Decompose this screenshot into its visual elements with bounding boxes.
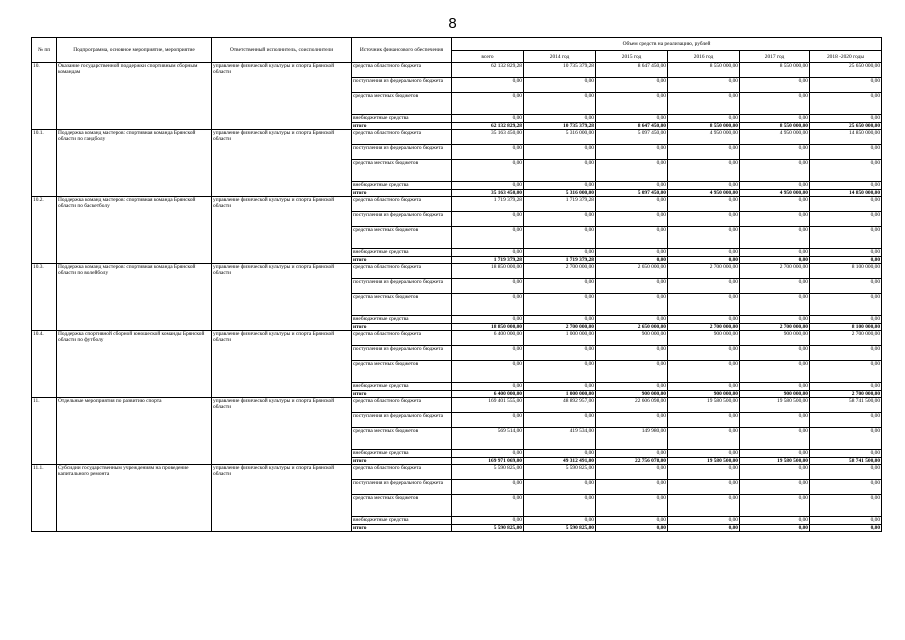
- amount-cell: 0,00: [740, 450, 810, 458]
- amount-cell: 0,00: [668, 383, 740, 391]
- amount-cell: 0,00: [810, 78, 882, 93]
- amount-cell: 2 700 000,00: [810, 331, 882, 346]
- funding-source: средства местных бюджетов: [352, 227, 452, 249]
- amount-cell: 0,00: [524, 316, 596, 324]
- amount-cell: 25 650 000,00: [810, 63, 882, 78]
- amount-cell: 0,00: [524, 279, 596, 294]
- amount-cell: 419 534,00: [524, 428, 596, 450]
- amount-cell: 0,00: [524, 480, 596, 495]
- amount-cell: 0,00: [668, 316, 740, 324]
- amount-cell: 0,00: [452, 212, 524, 227]
- amount-cell: 58 741 500,00: [810, 398, 882, 413]
- amount-cell: 0,00: [596, 257, 668, 264]
- amount-cell: 0,00: [740, 160, 810, 182]
- amount-cell: 0,00: [596, 495, 668, 517]
- amount-cell: 0,00: [740, 212, 810, 227]
- funding-table: [31, 37, 882, 532]
- amount-cell: 0,00: [596, 480, 668, 495]
- amount-cell: 0,00: [452, 383, 524, 391]
- funding-source: внебюджетные средства: [352, 450, 452, 458]
- amount-cell: 0,00: [596, 212, 668, 227]
- amount-cell: 169 401 555,00: [452, 398, 524, 413]
- amount-cell: 10 735 379,28: [524, 123, 596, 130]
- amount-cell: 0,00: [524, 346, 596, 361]
- amount-cell: 0,00: [596, 361, 668, 383]
- amount-cell: 0,00: [596, 525, 668, 532]
- amount-cell: 0,00: [668, 525, 740, 532]
- entry-number: 10.1.: [32, 130, 57, 197]
- funding-source: внебюджетные средства: [352, 249, 452, 257]
- amount-cell: 18 850 000,00: [452, 264, 524, 279]
- amount-cell: 0,00: [668, 450, 740, 458]
- entry-executor: управление физической культуры и спорта Брянской области: [212, 197, 352, 264]
- amount-cell: 0,00: [740, 197, 810, 212]
- amount-cell: 0,00: [524, 93, 596, 115]
- amount-cell: 0,00: [524, 78, 596, 93]
- amount-cell: 1 719 379,28: [452, 257, 524, 264]
- amount-cell: 5 097 450,00: [596, 130, 668, 145]
- amount-cell: 0,00: [740, 361, 810, 383]
- amount-cell: 0,00: [740, 465, 810, 480]
- amount-cell: 0,00: [810, 197, 882, 212]
- funding-source: итого: [352, 458, 452, 465]
- amount-cell: 35 163 450,00: [452, 130, 524, 145]
- amount-cell: 0,00: [740, 517, 810, 525]
- header-program: Подпрограмма, основное мероприятие, мероприятие: [57, 38, 212, 63]
- funding-source: внебюджетные средства: [352, 316, 452, 324]
- amount-cell: 0,00: [524, 517, 596, 525]
- entry-executor: управление физической культуры и спорта Брянской области: [212, 398, 352, 465]
- amount-cell: 0,00: [810, 160, 882, 182]
- amount-cell: 25 650 000,00: [810, 123, 882, 130]
- amount-cell: 0,00: [524, 160, 596, 182]
- entry-executor: управление физической культуры и спорта Брянской области: [212, 264, 352, 331]
- amount-cell: 0,00: [810, 465, 882, 480]
- amount-cell: 0,00: [810, 383, 882, 391]
- amount-cell: 48 892 957,00: [524, 398, 596, 413]
- amount-cell: 900 000,00: [740, 331, 810, 346]
- entry-name: Поддержка спортивной сборной юношеской команды Брянской области по футболу: [57, 331, 212, 398]
- entry-name: Поддержка команд мастеров: спортивная команда Брянской области по волейболу: [57, 264, 212, 331]
- amount-cell: 0,00: [740, 279, 810, 294]
- amount-cell: 0,00: [524, 383, 596, 391]
- amount-cell: 5 590 825,00: [452, 525, 524, 532]
- funding-source: итого: [352, 190, 452, 197]
- amount-cell: 5 590 825,00: [452, 465, 524, 480]
- amount-cell: 0,00: [596, 279, 668, 294]
- amount-cell: 0,00: [524, 115, 596, 123]
- amount-cell: 0,00: [668, 115, 740, 123]
- amount-cell: 0,00: [452, 182, 524, 190]
- amount-cell: 0,00: [452, 78, 524, 93]
- entry-executor: управление физической культуры и спорта Брянской области: [212, 331, 352, 398]
- entry-number: 10.4.: [32, 331, 57, 398]
- amount-cell: 10 735 379,28: [524, 63, 596, 78]
- amount-cell: 0,00: [740, 249, 810, 257]
- amount-cell: 0,00: [452, 160, 524, 182]
- amount-cell: 0,00: [596, 78, 668, 93]
- amount-cell: 169 971 069,00: [452, 458, 524, 465]
- amount-cell: 0,00: [668, 361, 740, 383]
- amount-cell: 0,00: [740, 495, 810, 517]
- entry-number: 10.2.: [32, 197, 57, 264]
- amount-cell: 0,00: [740, 346, 810, 361]
- amount-cell: 5 316 000,00: [524, 130, 596, 145]
- amount-cell: 0,00: [668, 145, 740, 160]
- table-row: [32, 264, 882, 279]
- funding-source: средства областного бюджета: [352, 465, 452, 480]
- amount-cell: 0,00: [740, 145, 810, 160]
- funding-source: средства местных бюджетов: [352, 428, 452, 450]
- funding-source: средства областного бюджета: [352, 63, 452, 78]
- amount-cell: 0,00: [596, 160, 668, 182]
- amount-cell: 0,00: [810, 145, 882, 160]
- amount-cell: 0,00: [452, 294, 524, 316]
- amount-cell: 0,00: [668, 212, 740, 227]
- amount-cell: 0,00: [668, 160, 740, 182]
- amount-cell: 6 400 000,00: [452, 391, 524, 398]
- amount-cell: 18 850 000,00: [452, 324, 524, 331]
- amount-cell: 0,00: [452, 413, 524, 428]
- entry-name: Оказание государственной поддержки спортивным сборным командам: [57, 63, 212, 130]
- amount-cell: 49 312 491,00: [524, 458, 596, 465]
- amount-cell: 1 000 000,00: [524, 391, 596, 398]
- amount-cell: 0,00: [740, 115, 810, 123]
- amount-cell: 0,00: [740, 383, 810, 391]
- amount-cell: 0,00: [524, 450, 596, 458]
- amount-cell: 2 650 000,00: [596, 264, 668, 279]
- amount-cell: 0,00: [668, 257, 740, 264]
- amount-cell: 2 700 000,00: [740, 264, 810, 279]
- amount-cell: 5 590 825,00: [524, 525, 596, 532]
- funding-source: внебюджетные средства: [352, 182, 452, 190]
- amount-cell: 19 580 500,00: [668, 458, 740, 465]
- amount-cell: 900 000,00: [740, 391, 810, 398]
- amount-cell: 0,00: [596, 145, 668, 160]
- amount-cell: 0,00: [740, 257, 810, 264]
- amount-cell: 0,00: [740, 428, 810, 450]
- amount-cell: 8 550 000,00: [668, 63, 740, 78]
- amount-cell: 0,00: [524, 182, 596, 190]
- amount-cell: 1 719 379,28: [524, 257, 596, 264]
- amount-cell: 0,00: [740, 93, 810, 115]
- amount-cell: 0,00: [596, 316, 668, 324]
- amount-cell: 0,00: [524, 413, 596, 428]
- amount-cell: 35 163 450,00: [452, 190, 524, 197]
- header-volume: Объем средств на реализацию, рублей: [452, 38, 882, 51]
- amount-cell: 2 700 000,00: [524, 264, 596, 279]
- amount-cell: 0,00: [596, 383, 668, 391]
- amount-cell: 0,00: [810, 361, 882, 383]
- funding-source: средства местных бюджетов: [352, 361, 452, 383]
- entry-number: 10.: [32, 63, 57, 130]
- amount-cell: 1 000 000,00: [524, 331, 596, 346]
- amount-cell: 0,00: [452, 249, 524, 257]
- entry-name: Поддержка команд мастеров: спортивная команда Брянской области по баскетболу: [57, 197, 212, 264]
- amount-cell: 6 400 000,00: [452, 331, 524, 346]
- amount-cell: 0,00: [810, 279, 882, 294]
- amount-cell: 0,00: [810, 212, 882, 227]
- amount-cell: 0,00: [524, 227, 596, 249]
- amount-cell: 0,00: [596, 227, 668, 249]
- amount-cell: 4 950 000,00: [668, 190, 740, 197]
- amount-cell: 0,00: [668, 294, 740, 316]
- table-row: [32, 331, 882, 346]
- amount-cell: 19 580 500,00: [740, 458, 810, 465]
- funding-source: итого: [352, 391, 452, 398]
- amount-cell: 0,00: [810, 480, 882, 495]
- amount-cell: 0,00: [810, 517, 882, 525]
- amount-cell: 8 647 450,00: [596, 63, 668, 78]
- amount-cell: 1 719 379,28: [452, 197, 524, 212]
- amount-cell: 900 000,00: [668, 391, 740, 398]
- amount-cell: 149 980,00: [596, 428, 668, 450]
- page-number: 8: [448, 15, 457, 32]
- entry-name: Субсидии государственным учреждениям на проведение капитального ремонта: [57, 465, 212, 532]
- amount-cell: 8 647 450,00: [596, 123, 668, 130]
- amount-cell: 14 850 000,00: [810, 130, 882, 145]
- entry-number: 10.3.: [32, 264, 57, 331]
- amount-cell: 0,00: [810, 249, 882, 257]
- amount-cell: 0,00: [740, 294, 810, 316]
- table-row: [32, 63, 882, 78]
- amount-cell: 5 590 825,00: [524, 465, 596, 480]
- amount-cell: 2 700 000,00: [524, 324, 596, 331]
- amount-cell: 8 550 000,00: [740, 123, 810, 130]
- amount-cell: 0,00: [668, 182, 740, 190]
- amount-cell: 0,00: [810, 413, 882, 428]
- amount-cell: 0,00: [668, 480, 740, 495]
- funding-source: поступления из федерального бюджета: [352, 413, 452, 428]
- funding-source: средства областного бюджета: [352, 398, 452, 413]
- amount-cell: 62 132 829,28: [452, 123, 524, 130]
- funding-source: итого: [352, 324, 452, 331]
- amount-cell: 0,00: [452, 227, 524, 249]
- amount-cell: 0,00: [668, 227, 740, 249]
- amount-cell: 0,00: [740, 316, 810, 324]
- entry-number: 11.: [32, 398, 57, 465]
- amount-cell: 0,00: [596, 182, 668, 190]
- amount-cell: 8 550 000,00: [668, 123, 740, 130]
- amount-cell: 0,00: [668, 465, 740, 480]
- amount-cell: 0,00: [452, 361, 524, 383]
- amount-cell: 0,00: [452, 346, 524, 361]
- amount-cell: 0,00: [452, 145, 524, 160]
- amount-cell: 0,00: [596, 465, 668, 480]
- funding-source: средства областного бюджета: [352, 130, 452, 145]
- amount-cell: 0,00: [668, 517, 740, 525]
- amount-cell: 19 580 500,00: [740, 398, 810, 413]
- entry-name: Отдельные мероприятия по развитию спорта: [57, 398, 212, 465]
- funding-source: средства местных бюджетов: [352, 294, 452, 316]
- funding-source: итого: [352, 123, 452, 130]
- amount-cell: 0,00: [810, 257, 882, 264]
- amount-cell: 0,00: [740, 78, 810, 93]
- header-num: № пп: [32, 38, 57, 63]
- amount-cell: 4 950 000,00: [668, 130, 740, 145]
- amount-cell: 0,00: [810, 227, 882, 249]
- amount-cell: 0,00: [668, 249, 740, 257]
- funding-source: внебюджетные средства: [352, 115, 452, 123]
- funding-source: поступления из федерального бюджета: [352, 480, 452, 495]
- amount-cell: 0,00: [810, 525, 882, 532]
- amount-cell: 900 000,00: [596, 331, 668, 346]
- entry-executor: управление физической культуры и спорта Брянской области: [212, 63, 352, 130]
- amount-cell: 0,00: [668, 346, 740, 361]
- amount-cell: 0,00: [524, 145, 596, 160]
- amount-cell: 0,00: [452, 495, 524, 517]
- header-year-2016: 2016 год: [668, 51, 740, 63]
- funding-source: поступления из федерального бюджета: [352, 346, 452, 361]
- amount-cell: 0,00: [810, 182, 882, 190]
- amount-cell: 0,00: [810, 450, 882, 458]
- entry-executor: управление физической культуры и спорта Брянской области: [212, 465, 352, 532]
- funding-source: поступления из федерального бюджета: [352, 145, 452, 160]
- amount-cell: 0,00: [596, 450, 668, 458]
- amount-cell: 0,00: [668, 197, 740, 212]
- amount-cell: 4 950 000,00: [740, 130, 810, 145]
- amount-cell: 1 719 379,28: [524, 197, 596, 212]
- amount-cell: 0,00: [452, 93, 524, 115]
- amount-cell: 0,00: [668, 279, 740, 294]
- amount-cell: 0,00: [668, 428, 740, 450]
- amount-cell: 0,00: [740, 480, 810, 495]
- amount-cell: 0,00: [810, 346, 882, 361]
- header-source: Источник финансового обеспечения: [352, 38, 452, 63]
- amount-cell: 0,00: [524, 495, 596, 517]
- amount-cell: 0,00: [596, 294, 668, 316]
- amount-cell: 22 756 078,00: [596, 458, 668, 465]
- amount-cell: 0,00: [668, 413, 740, 428]
- table-row: [32, 398, 882, 413]
- amount-cell: 19 580 500,00: [668, 398, 740, 413]
- amount-cell: 62 132 829,28: [452, 63, 524, 78]
- header-year-2018-2020: 2018 -2020 годы: [810, 51, 882, 63]
- amount-cell: 0,00: [452, 480, 524, 495]
- amount-cell: 0,00: [740, 413, 810, 428]
- amount-cell: 58 741 500,00: [810, 458, 882, 465]
- amount-cell: 0,00: [524, 361, 596, 383]
- amount-cell: 0,00: [810, 495, 882, 517]
- amount-cell: 2 650 000,00: [596, 324, 668, 331]
- amount-cell: 0,00: [524, 249, 596, 257]
- amount-cell: 0,00: [596, 93, 668, 115]
- amount-cell: 0,00: [810, 428, 882, 450]
- amount-cell: 0,00: [596, 249, 668, 257]
- amount-cell: 0,00: [740, 182, 810, 190]
- amount-cell: 2 700 000,00: [668, 324, 740, 331]
- amount-cell: 0,00: [452, 115, 524, 123]
- amount-cell: 0,00: [452, 450, 524, 458]
- funding-source: внебюджетные средства: [352, 517, 452, 525]
- amount-cell: 0,00: [596, 517, 668, 525]
- amount-cell: 2 700 000,00: [740, 324, 810, 331]
- funding-source: средства областного бюджета: [352, 264, 452, 279]
- amount-cell: 5 316 000,00: [524, 190, 596, 197]
- amount-cell: 0,00: [596, 413, 668, 428]
- funding-source: средства местных бюджетов: [352, 495, 452, 517]
- funding-source: поступления из федерального бюджета: [352, 279, 452, 294]
- amount-cell: 0,00: [452, 517, 524, 525]
- amount-cell: 22 606 098,00: [596, 398, 668, 413]
- amount-cell: 0,00: [668, 78, 740, 93]
- table-row: [32, 130, 882, 145]
- amount-cell: 0,00: [810, 316, 882, 324]
- funding-source: поступления из федерального бюджета: [352, 212, 452, 227]
- amount-cell: 5 097 450,00: [596, 190, 668, 197]
- amount-cell: 8 100 000,00: [810, 324, 882, 331]
- entry-name: Поддержка команд мастеров: спортивная команда Брянской области по гандболу: [57, 130, 212, 197]
- amount-cell: 900 000,00: [596, 391, 668, 398]
- amount-cell: 0,00: [452, 316, 524, 324]
- entry-number: 11.1.: [32, 465, 57, 532]
- funding-source: средства областного бюджета: [352, 331, 452, 346]
- funding-source: поступления из федерального бюджета: [352, 78, 452, 93]
- amount-cell: 0,00: [740, 227, 810, 249]
- amount-cell: 2 700 000,00: [810, 391, 882, 398]
- amount-cell: 0,00: [596, 197, 668, 212]
- amount-cell: 0,00: [596, 115, 668, 123]
- table-row: [32, 197, 882, 212]
- amount-cell: 14 850 000,00: [810, 190, 882, 197]
- header-year-2014: 2014 год: [524, 51, 596, 63]
- amount-cell: 0,00: [668, 93, 740, 115]
- funding-source: итого: [352, 525, 452, 532]
- funding-source: средства местных бюджетов: [352, 93, 452, 115]
- amount-cell: 0,00: [740, 525, 810, 532]
- amount-cell: 0,00: [596, 346, 668, 361]
- amount-cell: 8 100 000,00: [810, 264, 882, 279]
- amount-cell: 2 700 000,00: [668, 264, 740, 279]
- amount-cell: 4 950 000,00: [740, 190, 810, 197]
- amount-cell: 0,00: [810, 294, 882, 316]
- funding-source: итого: [352, 257, 452, 264]
- amount-cell: 0,00: [668, 495, 740, 517]
- amount-cell: 0,00: [524, 212, 596, 227]
- funding-source: средства областного бюджета: [352, 197, 452, 212]
- table-body: [32, 63, 882, 532]
- amount-cell: 8 550 000,00: [740, 63, 810, 78]
- header-year-2017: 2017 год: [740, 51, 810, 63]
- amount-cell: 569 514,00: [452, 428, 524, 450]
- entry-executor: управление физической культуры и спорта Брянской области: [212, 130, 352, 197]
- amount-cell: 0,00: [524, 294, 596, 316]
- header-executor: Ответственный исполнитель, соисполнители: [212, 38, 352, 63]
- funding-source: внебюджетные средства: [352, 383, 452, 391]
- amount-cell: 900 000,00: [668, 331, 740, 346]
- amount-cell: 0,00: [810, 93, 882, 115]
- amount-cell: 0,00: [810, 115, 882, 123]
- amount-cell: 0,00: [452, 279, 524, 294]
- header-year-2015: 2015 год: [596, 51, 668, 63]
- table-row: [32, 465, 882, 480]
- funding-source: средства местных бюджетов: [352, 160, 452, 182]
- header-year-total: всего: [452, 51, 524, 63]
